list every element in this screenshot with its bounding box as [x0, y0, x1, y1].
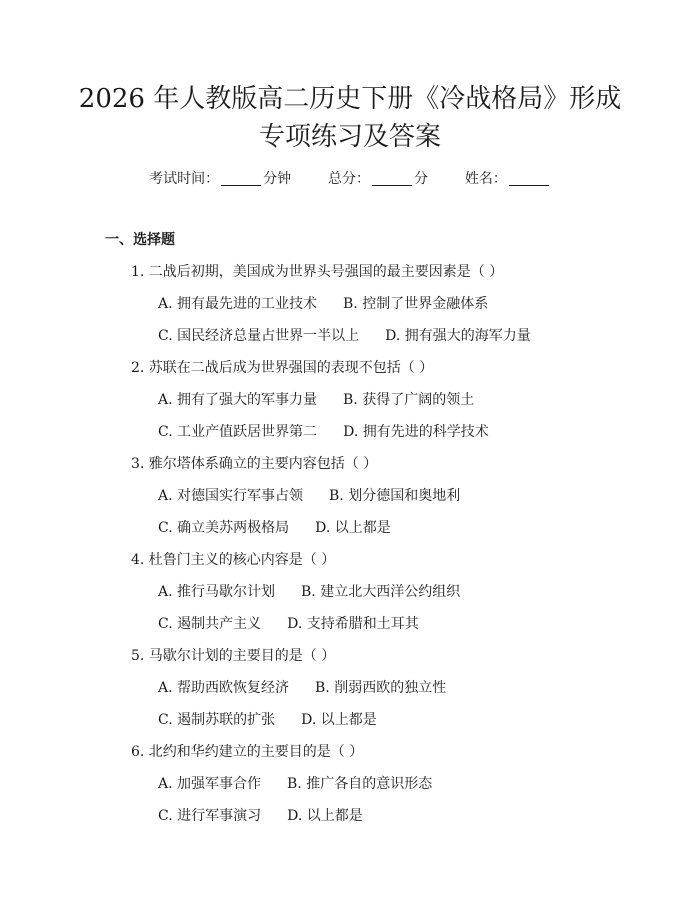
- option-c: C. 工业产值跃居世界第二: [158, 424, 318, 440]
- question-2-options-row-1: [158, 389, 474, 409]
- question-3-options-row-2: [158, 517, 391, 537]
- option-d: D. 以上都是: [301, 712, 377, 728]
- option-b: B. 推广各自的意识形态: [287, 776, 433, 792]
- option-a: A. 帮助西欧恢复经济: [158, 680, 290, 696]
- question-5-options-row-1: [158, 677, 446, 697]
- option-c: C. 遏制苏联的扩张: [158, 712, 276, 728]
- question-5: 5. 马歇尔计划的主要目的是（ ）: [131, 648, 336, 664]
- option-a: A. 对德国实行军事占领: [158, 488, 304, 504]
- name-blank: [509, 171, 549, 186]
- option-d: D. 拥有先进的科学技术: [343, 424, 489, 440]
- option-d: D. 拥有强大的海军力量: [385, 328, 531, 344]
- question-1: 1. 二战后初期，美国成为世界头号强国的最主要因素是（ ）: [131, 264, 504, 280]
- option-b: B. 削弱西欧的独立性: [315, 680, 447, 696]
- question-6: 6. 北约和华约建立的主要目的是（ ）: [131, 744, 364, 760]
- time-unit: 分钟: [263, 171, 292, 187]
- question-1-options-row-1: [158, 293, 488, 313]
- section-heading: 一、选择题: [105, 232, 175, 248]
- option-d: D. 以上都是: [287, 808, 363, 824]
- option-b: B. 建立北大西洋公约组织: [301, 584, 461, 600]
- question-3-options-row-1: [158, 485, 460, 505]
- question-1-options-row-2: [158, 325, 531, 345]
- option-a: A. 拥有最先进的工业技术: [158, 296, 318, 312]
- option-b: B. 控制了世界金融体系: [343, 296, 489, 312]
- score-blank: [372, 171, 412, 186]
- option-b: B. 获得了广阔的领土: [343, 392, 475, 408]
- option-c: C. 国民经济总量占世界一半以上: [158, 328, 360, 344]
- option-a: A. 加强军事合作: [158, 776, 262, 792]
- question-6-options-row-2: [158, 805, 363, 825]
- option-d: D. 以上都是: [315, 520, 391, 536]
- option-c: C. 进行军事演习: [158, 808, 262, 824]
- name-label: 姓名：: [464, 171, 507, 187]
- option-a: A. 拥有了强大的军事力量: [158, 392, 318, 408]
- score-unit: 分: [414, 171, 428, 187]
- question-4-options-row-1: [158, 581, 460, 601]
- question-4-options-row-2: [158, 613, 419, 633]
- time-label: 考试时间：: [149, 171, 220, 187]
- option-a: A. 推行马歇尔计划: [158, 584, 276, 600]
- option-c: C. 遏制共产主义: [158, 616, 262, 632]
- question-5-options-row-2: [158, 709, 377, 729]
- time-blank: [221, 171, 261, 186]
- exam-meta: [0, 168, 700, 188]
- question-3: 3. 雅尔塔体系确立的主要内容包括（ ）: [131, 456, 378, 472]
- page-title: 2026 年人教版高二历史下册《冷战格局》形成专项练习及答案: [78, 84, 622, 152]
- score-label: 总分：: [328, 171, 370, 187]
- question-2-options-row-2: [158, 421, 489, 441]
- option-c: C. 确立美苏两极格局: [158, 520, 290, 536]
- question-2: 2. 苏联在二战后成为世界强国的表现不包括（ ）: [131, 360, 434, 376]
- question-4: 4. 杜鲁门主义的核心内容是（ ）: [131, 552, 336, 568]
- option-b: B. 划分德国和奥地利: [329, 488, 461, 504]
- option-d: D. 支持希腊和土耳其: [287, 616, 419, 632]
- question-6-options-row-1: [158, 773, 432, 793]
